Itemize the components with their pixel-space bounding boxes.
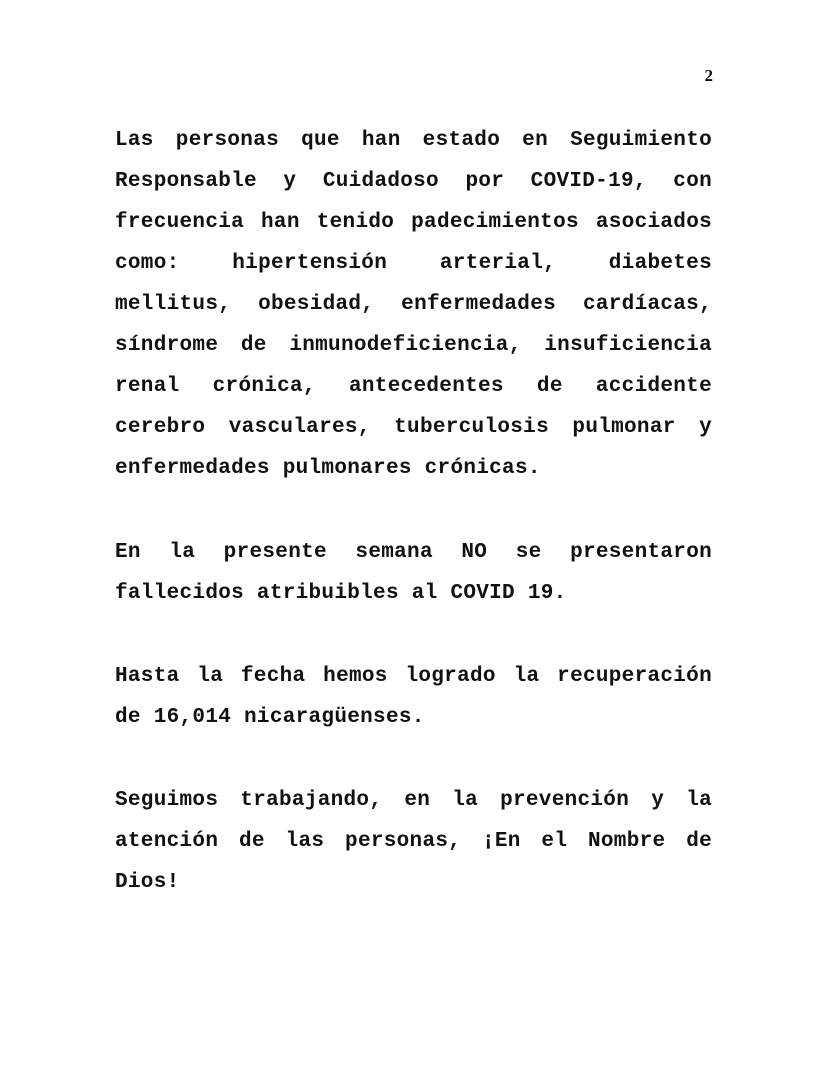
paragraph-deaths: En la presente semana NO se presentaron fallecidos atribuibles al COVID 19. [115,541,712,605]
paragraph-closing: Seguimos trabajando, en la prevención y la atención de las personas, ¡En el Nombre de Dios! [115,789,712,894]
page-number: 2 [704,66,713,85]
paragraph-comorbidities: Las personas que han estado en Seguimiento Responsable y Cuidadoso por COVID-19, con frecuencia han tenido padecimientos asociados como: hipertensión arterial, diabetes mellitus, obesidad, enfermedades cardíacas, síndrome de inmunodeficiencia, insuficiencia renal crónica, antecedentes de accidente cerebro vasculares, tuberculosis pulmonar y enfermedades pulmonares crónicas. [115,129,712,480]
paragraph-recoveries: Hasta la fecha hemos logrado la recuperación de 16,014 nicaragüenses. [115,665,712,729]
